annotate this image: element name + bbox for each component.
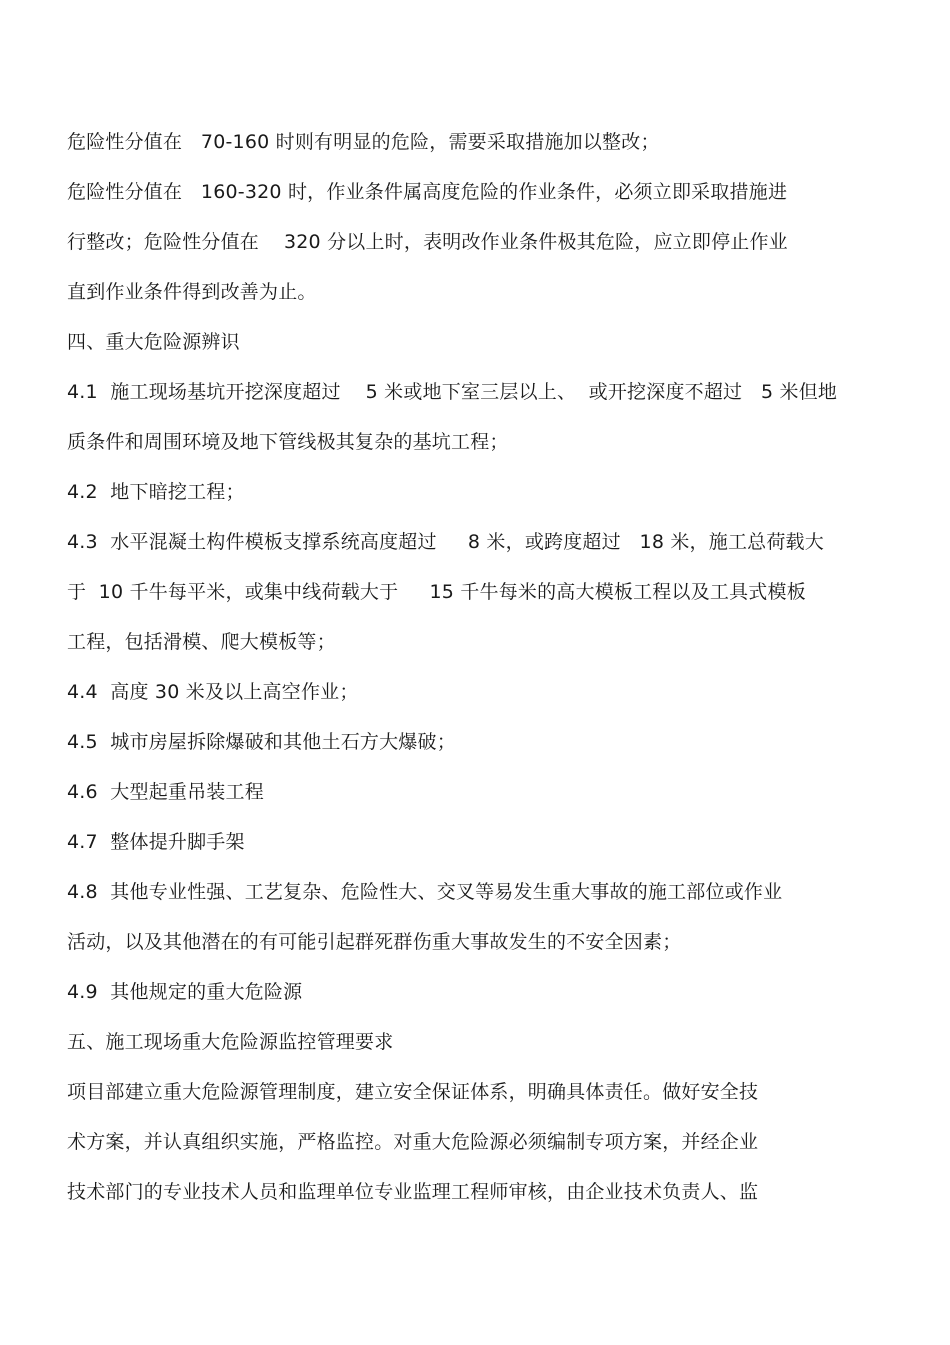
list-item-4-9: 4.9 其他规定的重大危险源 — [67, 981, 303, 1003]
list-item-4-2: 4.2 地下暗挖工程； — [67, 481, 245, 503]
paragraph-line-3: 技术部门的专业技术人员和监理单位专业监理工程师审核，由企业技术负责人、监 — [67, 1181, 759, 1203]
list-item-4-1: 4.1 施工现场基坑开挖深度超过 5 米或地下室三层以上、 或开挖深度不超过 5 米但地 — [67, 381, 838, 403]
list-item-4-3-cont-1: 于 10 千牛每平米，或集中线荷载大于 15 千牛每米的高大模板工程以及工具式模板 — [67, 581, 806, 603]
text-line-hazard-160-320: 危险性分值在 160-320 时，作业条件属高度危险的作业条件，必须立即采取措施进 — [67, 181, 788, 203]
text-line-until-improved: 直到作业条件得到改善为止。 — [67, 281, 317, 303]
text-line-hazard-70-160: 危险性分值在 70-160 时则有明显的危险，需要采取措施加以整改； — [67, 131, 660, 153]
list-item-4-7: 4.7 整体提升脚手架 — [67, 831, 245, 853]
list-item-4-8-cont: 活动，以及其他潜在的有可能引起群死群伤重大事故发生的不安全因素； — [67, 931, 682, 953]
list-item-4-3-cont-2: 工程，包括滑模、爬大模板等； — [67, 631, 336, 653]
list-item-4-5: 4.5 城市房屋拆除爆破和其他土石方大爆破； — [67, 731, 456, 753]
list-item-4-8: 4.8 其他专业性强、工艺复杂、危险性大、交叉等易发生重大事故的施工部位或作业 — [67, 881, 783, 903]
section-heading-5: 五、施工现场重大危险源监控管理要求 — [67, 1031, 394, 1053]
list-item-4-4: 4.4 高度 30 米及以上高空作业； — [67, 681, 359, 703]
paragraph-line-1: 项目部建立重大危险源管理制度，建立安全保证体系，明确具体责任。做好安全技 — [67, 1081, 759, 1103]
text-line-hazard-320: 行整改；危险性分值在 320 分以上时，表明改作业条件极其危险，应立即停止作业 — [67, 231, 788, 253]
list-item-4-3: 4.3 水平混凝土构件模板支撑系统高度超过 8 米，或跨度超过 18 米，施工总荷载大 — [67, 531, 824, 553]
list-item-4-1-cont: 质条件和周围环境及地下管线极其复杂的基坑工程； — [67, 431, 509, 453]
section-heading-4: 四、重大危险源辨识 — [67, 331, 240, 353]
list-item-4-6: 4.6 大型起重吊装工程 — [67, 781, 264, 803]
paragraph-line-2: 术方案，并认真组织实施，严格监控。对重大危险源必须编制专项方案，并经企业 — [67, 1131, 759, 1153]
